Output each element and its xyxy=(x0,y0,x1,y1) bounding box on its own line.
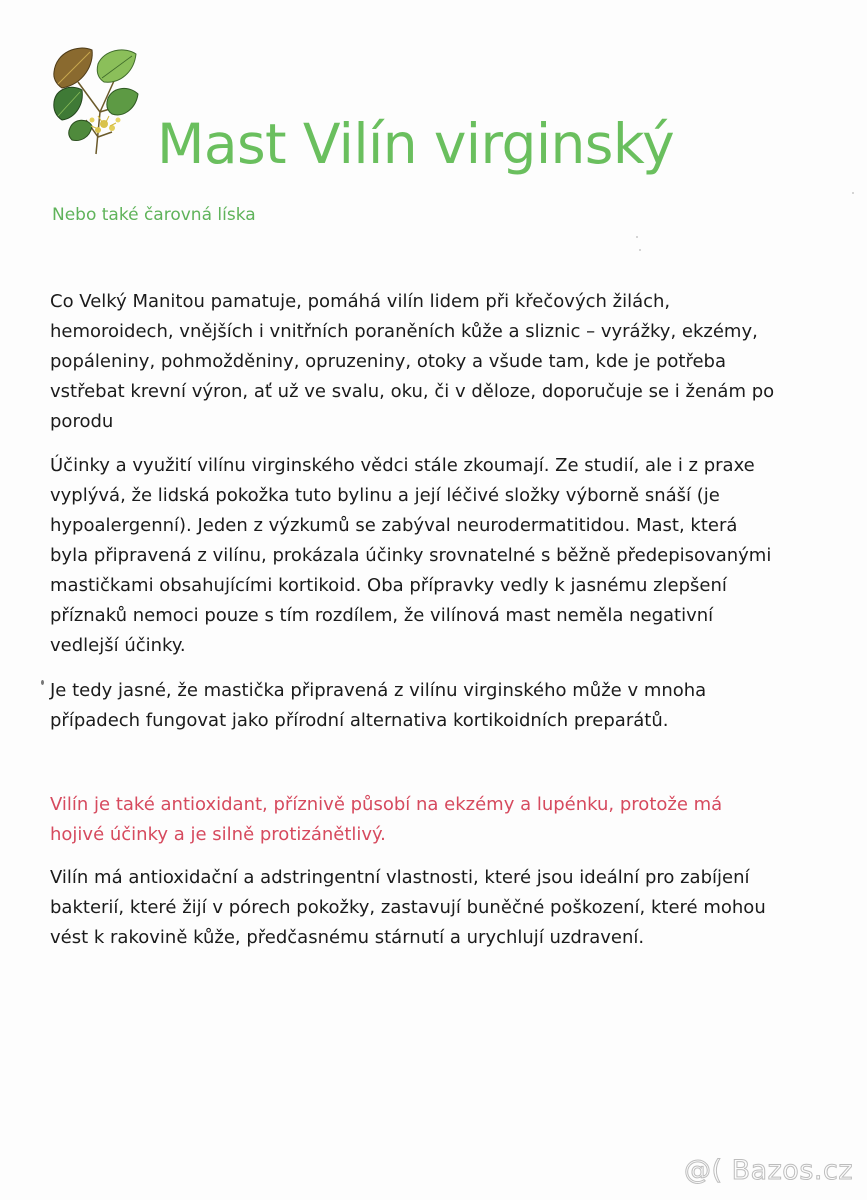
scan-speck xyxy=(636,236,638,238)
watermark: @( Bazos.cz xyxy=(683,1155,853,1186)
paragraph-line: vedlejší účinky. xyxy=(50,635,186,656)
paragraph-conclusion xyxy=(50,676,830,736)
paragraph-line: vstřebat krevní výron, ať už ve svalu, oku, či v děloze, doporučuje se i ženám po xyxy=(50,381,775,402)
witch-hazel-leaves-icon xyxy=(48,42,146,160)
paragraph-properties xyxy=(50,863,830,953)
paragraph-line: byla připravená z vilínu, prokázala účinky srovnatelné s běžně předepisovanými xyxy=(50,545,772,566)
scan-speck xyxy=(41,680,44,685)
paragraph-line: Vilín je také antioxidant, příznivě působí na ekzémy a lupénku, protože má xyxy=(50,794,723,815)
paragraph-line: bakterií, které žijí v pórech pokožky, zastavují buněčné poškození, které mohou xyxy=(50,897,766,918)
page-title: Mast Vilín virginský xyxy=(157,112,675,176)
paragraph-line: popáleniny, pohmožděniny, opruzeniny, otoky a všude tam, kde je potřeba xyxy=(50,351,727,372)
paragraph-line: porodu xyxy=(50,411,114,432)
paragraph-line: hypoalergenní). Jeden z výzkumů se zabýval neurodermatitidou. Mast, která xyxy=(50,515,738,536)
paragraph-line: hemoroidech, vnějších i vnitřních poraněních kůže a sliznic – vyrážky, ekzémy, xyxy=(50,321,758,342)
paragraph-antioxidant-highlight xyxy=(50,790,830,850)
paragraph-line: případech fungovat jako přírodní alternativa kortikoidních preparátů. xyxy=(50,710,669,731)
paragraph-line: příznaků nemoci pouze s tím rozdílem, že vilínová mast neměla negativní xyxy=(50,605,714,626)
paragraph-line: vyplývá, že lidská pokožka tuto bylinu a její léčivé složky výborně snáší (je xyxy=(50,485,720,506)
scan-speck xyxy=(852,192,854,194)
paragraph-line: Je tedy jasné, že mastička připravená z vilínu virginského může v mnoha xyxy=(50,680,707,701)
paragraph-line: Co Velký Manitou pamatuje, pomáhá vilín lidem při křečových žilách, xyxy=(50,291,671,312)
paragraph-line: vést k rakovině kůže, předčasnému stárnutí a urychlují uzdravení. xyxy=(50,927,645,948)
paragraph-line: hojivé účinky a je silně protizánětlivý. xyxy=(50,824,386,845)
paragraph-line: mastičkami obsahujícími kortikoid. Oba přípravky vedly k jasnému zlepšení xyxy=(50,575,727,596)
paragraph-usage xyxy=(50,287,830,437)
paragraph-line: Vilín má antioxidační a adstringentní vlastnosti, které jsou ideální pro zabíjení xyxy=(50,867,750,888)
paragraph-research xyxy=(50,451,830,661)
scan-speck xyxy=(639,249,641,251)
paragraph-line: Účinky a využití vilínu virginského vědci stále zkoumají. Ze studií, ale i z praxe xyxy=(50,455,755,476)
subtitle: Nebo také čarovná líska xyxy=(52,205,256,225)
